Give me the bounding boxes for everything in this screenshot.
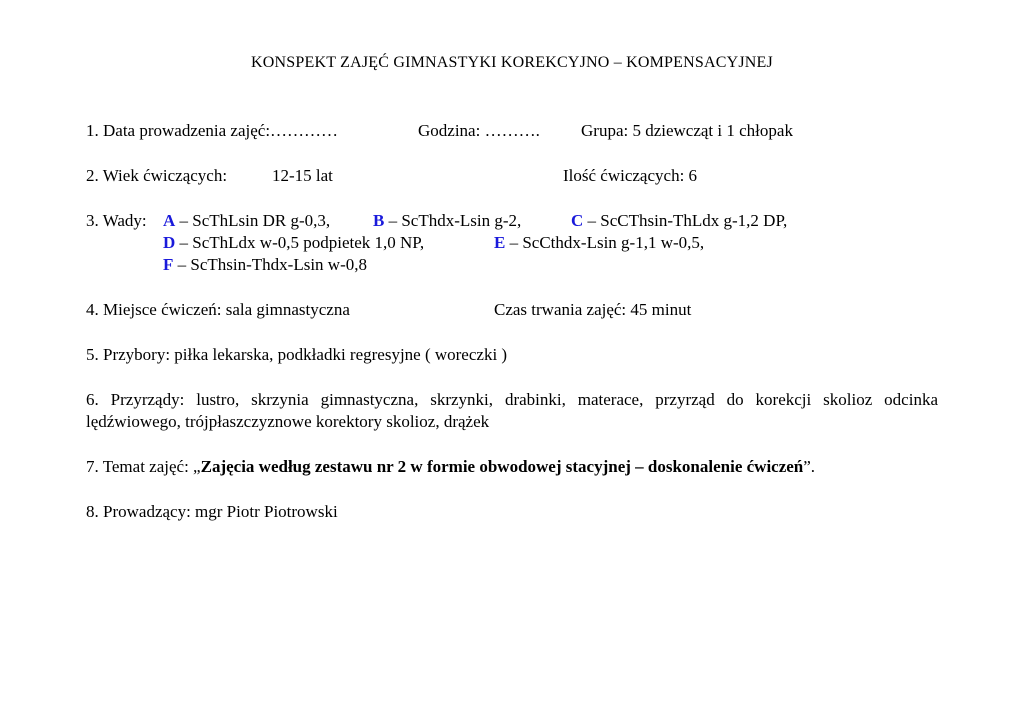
instructor-field: 8. Prowadzący: mgr Piotr Piotrowski — [86, 502, 338, 521]
defect-letter: E — [494, 233, 506, 252]
apparatus-field: 6. Przyrządy: lustro, skrzynia gimnastyczna, skrzynki, drabinki, materace, przyrząd do korekcji skolioz odcinka lędźwiowego, trójpłaszczyznowe korektory skolioz, drążek — [86, 390, 938, 431]
defect-text: – ScCThsin-ThLdx g-1,2 DP, — [587, 211, 788, 230]
defect-text: – ScThLsin DR g-0,3, — [179, 211, 331, 230]
defect-letter: B — [373, 211, 385, 230]
defect-letter: F — [163, 255, 174, 274]
location-field: 4. Miejsce ćwiczeń: sala gimnastyczna — [86, 300, 350, 319]
defect-letter: D — [163, 233, 176, 252]
defect-letter: C — [571, 211, 584, 230]
defect-letter: A — [163, 211, 176, 230]
topic-suffix: ”. — [803, 457, 816, 476]
hour-field: Godzina: ………. — [418, 121, 540, 140]
participant-count: Ilość ćwiczących: 6 — [563, 166, 698, 185]
equipment-field: 5. Przybory: piłka lekarska, podkładki regresyjne ( woreczki ) — [86, 345, 508, 364]
defect-item-c — [571, 210, 787, 232]
document-title: KONSPEKT ZAJĘĆ GIMNASTYKI KOREKCYJNO – KOMPENSACYJNEJ — [251, 54, 773, 71]
duration-field: Czas trwania zajęć: 45 minut — [494, 300, 692, 319]
topic-field — [86, 456, 815, 478]
defect-text: – ScCthdx-Lsin g-1,1 w-0,5, — [509, 233, 705, 252]
defect-item-e — [494, 232, 704, 254]
topic-title: Zajęcia według zestawu nr 2 w formie obwodowej stacyjnej – doskonalenie ćwiczeń — [200, 457, 804, 476]
defect-item-d — [163, 232, 424, 254]
defect-text: – ScThdx-Lsin g-2, — [388, 211, 522, 230]
group-field: Grupa: 5 dziewcząt i 1 chłopak — [581, 121, 793, 140]
age-value: 12-15 lat — [272, 166, 333, 185]
age-label: 2. Wiek ćwiczących: — [86, 166, 228, 185]
defect-text: – ScThsin-Thdx-Lsin w-0,8 — [177, 255, 367, 274]
defect-item-b — [373, 210, 521, 232]
defects-label: 3. Wady: — [86, 211, 147, 230]
defect-text: – ScThLdx w-0,5 podpietek 1,0 NP, — [179, 233, 425, 252]
topic-prefix: 7. Temat zajęć: „ — [86, 457, 201, 476]
defect-item-f — [163, 254, 367, 276]
defect-item-a — [163, 210, 330, 232]
date-field: 1. Data prowadzenia zajęć:………… — [86, 121, 339, 140]
